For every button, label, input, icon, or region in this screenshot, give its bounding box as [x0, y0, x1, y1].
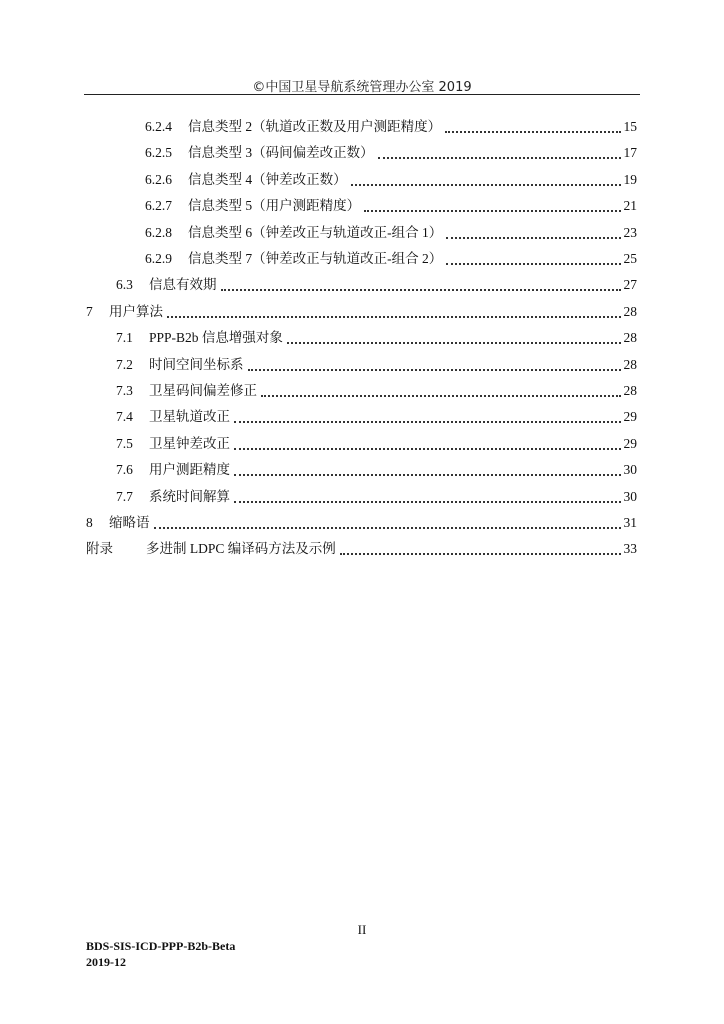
toc-entry-7-2[interactable]	[116, 355, 637, 375]
toc-entry-title: 用户测距精度	[149, 462, 230, 477]
dot-leader	[378, 146, 621, 159]
toc-entry-title: 用户算法	[109, 304, 163, 319]
toc-entry-6-2-8[interactable]	[145, 223, 637, 243]
header-rule	[84, 94, 640, 95]
dot-leader	[248, 358, 622, 371]
dot-leader	[221, 278, 622, 291]
toc-entry-page: 28	[623, 304, 637, 319]
toc-entry-title: 卫星轨道改正	[149, 409, 230, 424]
dot-leader	[340, 542, 621, 555]
dot-leader	[261, 384, 621, 397]
dot-leader	[445, 120, 621, 133]
toc-entry-7-5[interactable]	[116, 434, 637, 454]
toc-entry-number: 6.2.7	[145, 198, 172, 213]
toc-entry-page: 28	[623, 383, 637, 398]
toc-entry-page: 15	[623, 119, 637, 134]
toc-entry-number: 6.3	[116, 277, 133, 292]
toc-entry-title: 信息类型 4（钟差改正数）	[188, 172, 347, 187]
toc-entry-page: 29	[623, 436, 637, 451]
toc-entry-7[interactable]	[86, 302, 637, 322]
toc-entry-page: 31	[623, 515, 637, 530]
toc-entry-title: 信息类型 5（用户测距精度）	[188, 198, 361, 213]
dot-leader	[446, 252, 621, 265]
document-date: 2019-12	[86, 955, 126, 969]
toc-entry-number: 6.2.6	[145, 172, 172, 187]
toc-entry-6-2-5[interactable]	[145, 143, 637, 163]
dot-leader	[234, 410, 621, 423]
toc-entry-number: 7.7	[116, 489, 133, 504]
toc-entry-title: 卫星码间偏差修正	[149, 383, 257, 398]
dot-leader	[234, 463, 621, 476]
dot-leader	[234, 490, 621, 503]
toc-entry-7-7[interactable]	[116, 487, 637, 507]
dot-leader	[167, 305, 621, 318]
toc-entry-title: 信息类型 7（钟差改正与轨道改正-组合 2）	[188, 251, 443, 266]
toc-entry-7-6[interactable]	[116, 460, 637, 480]
page-header: ©中国卫星导航系统管理办公室 2019	[252, 80, 472, 95]
toc-entry-title: PPP-B2b 信息增强对象	[149, 330, 283, 345]
page-number: II	[357, 922, 367, 937]
document-id: BDS-SIS-ICD-PPP-B2b-Beta	[86, 939, 236, 953]
toc-entry-title: 时间空间坐标系	[149, 357, 244, 372]
toc-entry-7-1[interactable]	[116, 328, 637, 348]
dot-leader	[287, 331, 621, 344]
toc-entry-number: 7.1	[116, 330, 133, 345]
toc-entry-number: 7	[86, 304, 93, 319]
toc-entry-page: 28	[623, 330, 637, 345]
toc-entry-title: 信息有效期	[149, 277, 217, 292]
toc-entry-page: 29	[623, 409, 637, 424]
toc-entry-title: 信息类型 6（钟差改正与轨道改正-组合 1）	[188, 225, 443, 240]
dot-leader	[351, 173, 621, 186]
toc-entry-title: 信息类型 2（轨道改正数及用户测距精度）	[188, 119, 442, 134]
toc-entry-6-2-4[interactable]	[145, 117, 637, 137]
document-footer	[86, 938, 235, 970]
toc-entry-title: 多进制 LDPC 编译码方法及示例	[146, 541, 336, 556]
toc-entry-page: 23	[623, 225, 637, 240]
toc-entry-6-2-6[interactable]	[145, 170, 637, 190]
toc-entry-number: 7.3	[116, 383, 133, 398]
toc-entry-number: 6.2.5	[145, 145, 172, 160]
toc-entry-page: 21	[623, 198, 637, 213]
toc-entry-title: 系统时间解算	[149, 489, 230, 504]
toc-entry-page: 17	[623, 145, 637, 160]
dot-leader	[446, 226, 621, 239]
toc-entry-number: 6.2.4	[145, 119, 172, 134]
toc-entry-page: 30	[623, 462, 637, 477]
toc-entry-6-2-9[interactable]	[145, 249, 637, 269]
toc-entry-number: 7.5	[116, 436, 133, 451]
toc-entry-number: 8	[86, 515, 93, 530]
toc-entry-page: 27	[623, 277, 637, 292]
toc-entry-number: 7.2	[116, 357, 133, 372]
dot-leader	[364, 199, 621, 212]
toc-entry-title: 卫星钟差改正	[149, 436, 230, 451]
toc-entry-number: 7.6	[116, 462, 133, 477]
dot-leader	[154, 516, 622, 529]
toc-entry-number: 附录	[86, 541, 113, 556]
toc-entry-6-3[interactable]	[116, 275, 637, 295]
toc-entry-number: 6.2.8	[145, 225, 172, 240]
toc-entry-number: 7.4	[116, 409, 133, 424]
toc-entry-title: 缩略语	[109, 515, 150, 530]
toc-entry-7-4[interactable]	[116, 407, 637, 427]
toc-entry-7-3[interactable]	[116, 381, 637, 401]
toc-entry-6-2-7[interactable]	[145, 196, 637, 216]
toc-entry-number: 6.2.9	[145, 251, 172, 266]
toc-entry-appendix[interactable]	[86, 539, 637, 559]
toc-entry-page: 25	[623, 251, 637, 266]
toc-entry-title: 信息类型 3（码间偏差改正数）	[188, 145, 374, 160]
dot-leader	[234, 437, 621, 450]
toc-entry-page: 30	[623, 489, 637, 504]
toc-entry-8[interactable]	[86, 513, 637, 533]
toc-entry-page: 33	[623, 541, 637, 556]
toc-entry-page: 28	[623, 357, 637, 372]
toc-entry-page: 19	[623, 172, 637, 187]
